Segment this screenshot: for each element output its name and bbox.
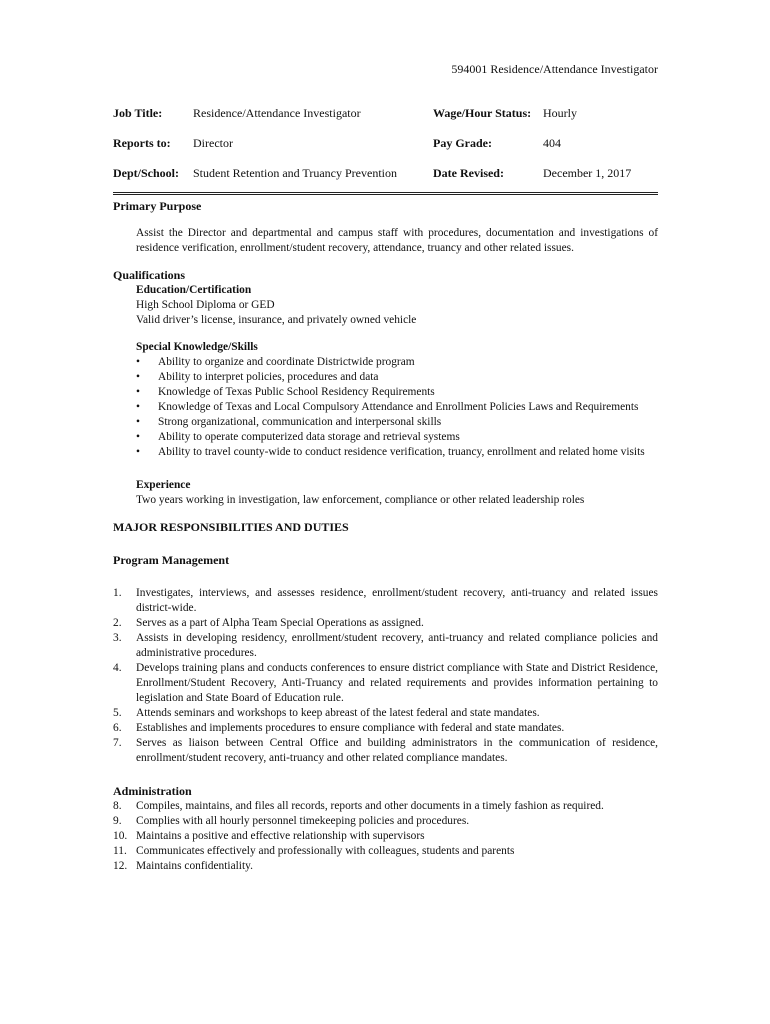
program-management-heading: Program Management [113,553,230,567]
experience-heading: Experience [136,479,191,491]
education-line: High School Diploma or GED [136,299,275,311]
administration-list [113,799,658,874]
duty-item [113,859,658,874]
header-divider [113,192,658,195]
duty-item [113,736,658,766]
header-row-dept [113,166,658,182]
duty-number: 9. [113,815,122,827]
pay-grade-value: 404 [543,136,561,150]
reports-to-value: Director [193,136,233,150]
wage-status-value: Hourly [543,106,577,120]
wage-status-label: Wage/Hour Status: [433,106,532,120]
duty-text: Maintains a positive and effective relationship with supervisors [136,830,425,842]
job-title-value: Residence/Attendance Investigator [193,106,361,120]
duty-text: Communicates effectively and professionally with colleagues, students and parents [136,845,515,857]
duty-text: Assists in developing residency, enrollment/student recovery, anti-truancy and related compliance policies and administrative procedures. [136,632,658,659]
dept-label: Dept/School: [113,166,179,180]
duty-number: 11. [113,845,127,857]
skill-item: • Ability to travel county-wide to conduct residence verification, truancy, enrollment and related home visits [158,445,658,460]
skill-item: • Ability to interpret policies, procedures and data [158,370,658,385]
job-title-label: Job Title: [113,106,163,120]
duty-number: 5. [113,707,122,719]
duty-text: Develops training plans and conducts conferences to ensure district compliance with State and District Residence, Enrollment/Student Recovery, Anti-Truancy and related requirements and provides information pertaining to legislation and State Board of Education rule. [136,662,658,704]
duty-text: Attends seminars and workshops to keep abreast of the latest federal and state mandates. [136,707,540,719]
duty-item [113,814,658,829]
primary-purpose-text: Assist the Director and departmental and campus staff with procedures, documentation and investigations of residence verification, enrollment/student recovery, attendance, truancy and other related issues. [136,227,658,254]
duty-number: 2. [113,617,122,629]
education-heading: Education/Certification [136,284,252,296]
reports-to-label: Reports to: [113,136,171,150]
skills-heading: Special Knowledge/Skills [136,341,258,353]
duty-item [113,844,658,859]
duty-number: 6. [113,722,122,734]
skill-item: • Ability to organize and coordinate Districtwide program [158,355,658,370]
duty-number: 1. [113,587,122,599]
duty-text: Serves as liaison between Central Office and building administrators in the communication of residence, enrollment/student recovery, anti-truancy and other related compliance mandates. [136,737,658,764]
duty-number: 7. [113,737,122,749]
skill-item: • Knowledge of Texas Public School Residency Requirements [158,385,658,400]
dept-value: Student Retention and Truancy Prevention [193,166,397,180]
duty-item [113,721,658,736]
duty-item [113,631,658,661]
qualifications-heading: Qualifications [113,268,186,282]
date-revised-label: Date Revised: [433,166,504,180]
duty-number: 8. [113,800,122,812]
header-row-reports-to [113,136,658,152]
duty-item [113,829,658,844]
duty-number: 3. [113,632,122,644]
document-id: 594001 Residence/Attendance Investigator [451,62,658,76]
skill-item: • Knowledge of Texas and Local Compulsory Attendance and Enrollment Policies Laws and Requirements [158,400,658,415]
major-responsibilities-heading: MAJOR RESPONSIBILITIES AND DUTIES [113,520,349,534]
duty-item [113,616,658,631]
duty-text: Serves as a part of Alpha Team Special Operations as assigned. [136,617,424,629]
duty-text: Compiles, maintains, and files all records, reports and other documents in a timely fashion as required. [136,800,604,812]
duty-text: Complies with all hourly personnel timekeeping policies and procedures. [136,815,470,827]
experience-text: Two years working in investigation, law enforcement, compliance or other related leadership roles [136,494,585,506]
duty-item [113,661,658,706]
duty-text: Establishes and implements procedures to ensure compliance with federal and state mandates. [136,722,565,734]
pay-grade-label: Pay Grade: [433,136,492,150]
document-body [113,199,658,874]
duty-number: 10. [113,830,128,842]
duty-item [113,799,658,814]
skills-list [113,355,658,460]
duty-item [113,586,658,616]
date-revised-value: December 1, 2017 [543,166,632,180]
duty-text: Investigates, interviews, and assesses residence, enrollment/student recovery, anti-truancy and related issues district-wide. [136,587,658,614]
duty-number: 4. [113,662,122,674]
header-row-job-title [113,106,658,122]
skill-item: • Strong organizational, communication and interpersonal skills [158,415,658,430]
primary-purpose-heading: Primary Purpose [113,199,202,213]
administration-heading: Administration [113,784,192,798]
duty-item [113,706,658,721]
program-management-list [113,586,658,766]
skill-item: • Ability to operate computerized data storage and retrieval systems [158,430,658,445]
duty-number: 12. [113,860,128,872]
education-line: Valid driver’s license, insurance, and privately owned vehicle [136,314,417,326]
duty-text: Maintains confidentiality. [136,860,253,872]
document-page [113,0,658,1024]
